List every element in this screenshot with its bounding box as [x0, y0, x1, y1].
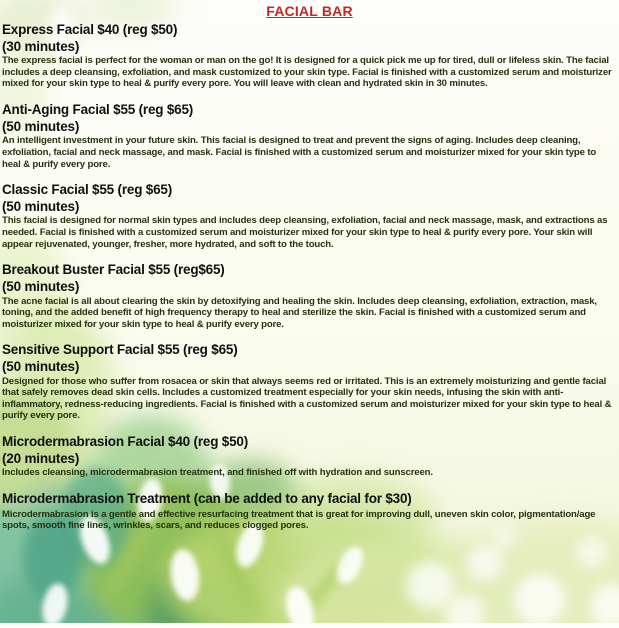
- service-title: Breakout Buster Facial $55 (reg$65): [2, 262, 225, 278]
- menu-section-breakout-buster-facial: [2, 261, 617, 330]
- service-title: Microdermabrasion Facial $40 (reg $50): [2, 433, 249, 449]
- service-description: The express facial is perfect for the woman or man on the go! It is designed for a quick pick me up for tired, dull or lifeless skin. The facial includes a deep cleansing, exfoliation, and mask customized to your skin type. Facial is finished with a customized serum and moisturizer mixed for your skin type to heal & purify every pore. You will leave with clean and hydrated skin in 30 minutes.: [2, 55, 612, 90]
- menu-content: [2, 1, 617, 532]
- menu-section-anti-aging-facial: [2, 101, 617, 170]
- service-title: Sensitive Support Facial $55 (reg $65): [2, 342, 238, 358]
- service-title: Classic Facial $55 (reg $65): [2, 182, 173, 198]
- service-duration: (50 minutes): [2, 119, 80, 135]
- page-title: FACIAL BAR: [266, 3, 353, 19]
- service-description: Designed for those who suffer from rosacea or skin that always seems red or irritated. This is an extremely moisturizing and gentle facial that safely removes dead skin cells. Includes a customized treatment especially for your skin needs, infusing the skin with anti-inflammatory, redness-reducing ingredients. Facial is finished with a customized serum and moisturizer mixed for your skin type to heal & purify every pore.: [2, 375, 612, 422]
- service-description: An intelligent investment in your future skin. This facial is designed to treat and prevent the signs of aging. Includes deep cleaning, exfoliation, facial and neck massage, and mask. Facial is finished with a customized serum and moisturizer mixed for your skin type to heal & purify every pore.: [2, 135, 597, 170]
- service-title: Microdermabrasion Treatment (can be added to any facial for $30): [2, 490, 412, 506]
- service-duration: (20 minutes): [2, 450, 80, 466]
- service-description: Includes cleansing, microdermabrasion treatment, and finished off with hydration and sunscreen.: [2, 467, 433, 479]
- menu-section-microdermabrasion-treatment: [2, 490, 617, 532]
- service-title: Anti-Aging Facial $55 (reg $65): [2, 102, 194, 118]
- service-description: This facial is designed for normal skin types and includes deep cleansing, exfoliation, facial and neck massage, mask, and extractions as needed. Facial is finished with a customized serum and moisturizer mixed for your skin type to heal & purify every pore. Your skin will appear rejuvenated, younger, fresher, more hydrated, and soft to the touch.: [2, 215, 608, 250]
- service-duration: (30 minutes): [2, 39, 80, 54]
- service-description: The acne facial is all about clearing the skin by detoxifying and healing the skin. Includes deep cleansing, exfoliation, extraction, mask, toning, and the added benefit of high frequency therapy to heal and sterilize the skin. Facial is finished with a customized serum and moisturizer mixed for your skin type to heal & purify every pore.: [2, 295, 597, 330]
- service-title: Express Facial $40 (reg $50): [2, 22, 178, 37]
- menu-section-express-facial: [2, 21, 617, 90]
- service-description: Microdermabrasion is a gentle and effective resurfacing treatment that is great for improving dull, uneven skin color, pigmentation/age spots, smooth fine lines, wrinkles, scars, and reduces clogged pores.: [2, 508, 596, 532]
- menu-section-microdermabrasion-facial: [2, 433, 617, 479]
- service-duration: (50 minutes): [2, 279, 80, 295]
- menu-section-sensitive-support-facial: [2, 341, 617, 422]
- service-duration: (50 minutes): [2, 359, 80, 375]
- menu-section-classic-facial: [2, 181, 617, 250]
- service-duration: (50 minutes): [2, 199, 80, 215]
